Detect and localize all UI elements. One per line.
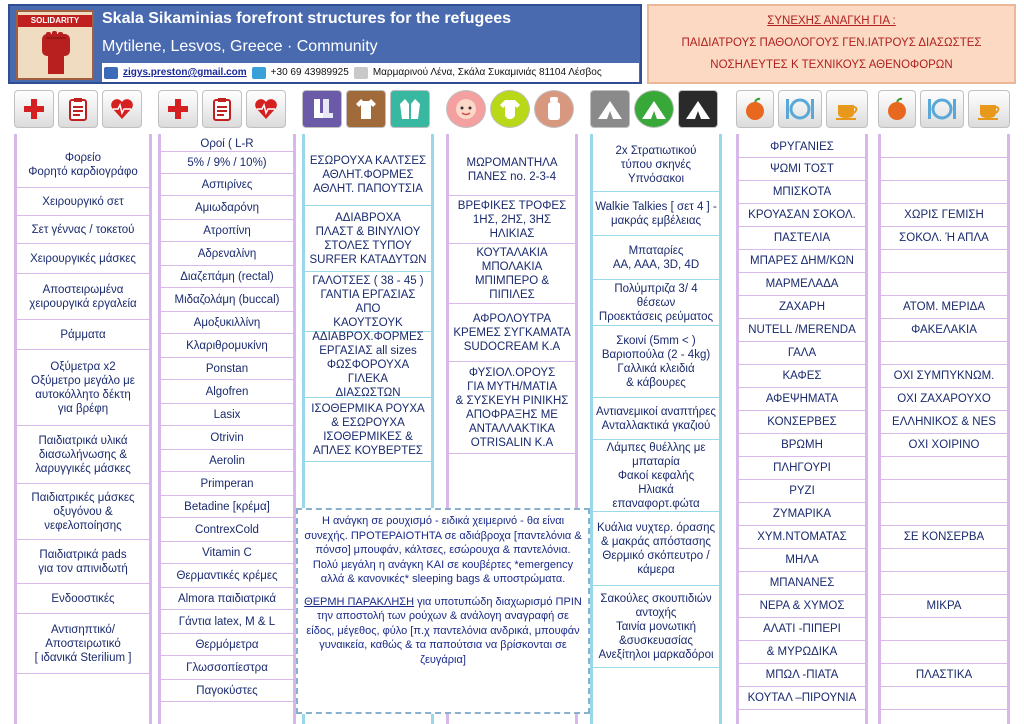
- need-line-3: ΝΟΣΗΛΕΥΤΕΣ Κ ΤΕΧΝΙΚΟΥΣ ΑΘΕΝΟΦΟΡΩΝ: [710, 59, 953, 71]
- solidarity-logo: [16, 10, 94, 80]
- header-banner: [8, 4, 642, 84]
- list-item: [881, 503, 1007, 526]
- list-item: Primperan: [161, 472, 293, 496]
- list-item: ΚΟΥΤΑΛΑΚΙΑ ΜΠΟΛΑΚΙΑ ΜΠΙΜΠΕΡΟ & ΠΙΠΙΛΕΣ: [449, 244, 575, 304]
- list-item: [881, 273, 1007, 296]
- list-item: ΦΡΥΓΑΝΙΕΣ: [739, 136, 865, 158]
- list-item: ΡΥΖΙ: [739, 480, 865, 503]
- list-item: Θερμαντικές κρέμες: [161, 564, 293, 588]
- list-item: Διαζεπάμη (rectal): [161, 266, 293, 288]
- list-item: Κλαριθρομυκίνη: [161, 334, 293, 358]
- list-item: Aerolin: [161, 450, 293, 472]
- note-urgent-label: ΘΕΡΜΗ ΠΑΡΑΚΛΗΣΗ: [304, 595, 415, 608]
- onesie-icon: [490, 90, 530, 128]
- list-item: & ΜΥΡΩΔΙΚΑ: [739, 641, 865, 664]
- email-icon: [104, 67, 118, 79]
- tent-icon: [590, 90, 630, 128]
- page-subtitle: Mytilene, Lesvos, Greece · Community: [102, 38, 378, 55]
- cutlery-icon: [920, 90, 964, 128]
- list-item: ΑΔΙΑΒΡΟΧ.ΦΟΡΜΕΣ ΕΡΓΑΣΙΑΣ all sizes ΦΩΣΦΟΡΟΥΧΑ ΓΙΛΕΚΑ ΔΙΑΣΩΣΤΩΝ: [305, 332, 431, 398]
- continuous-need-box: [647, 4, 1016, 84]
- list-item: Παιδιατρικές μάσκες οξυγόνου & νεφελοποίησης: [17, 484, 149, 540]
- list-item: Γλωσσοπίεστρα: [161, 656, 293, 680]
- food-icon-bar: [736, 90, 868, 130]
- list-item: Almora παιδιατρικά: [161, 588, 293, 610]
- list-item: ΖΥΜΑΡΙΚΑ: [739, 503, 865, 526]
- note-paragraph-2-text: για υποτυπώδη διαχωρισμό ΠΡΙΝ την αποστολή των ρούχων & ανάλογη αναγραφή σε είδος, μέγεθος, φύλο [π.χ παντελόνια ανδρικά, μπουφάν γυναικεία, καθώς & τα παπούτσια να βρίσκονται σε ζευγάρια]: [306, 595, 582, 666]
- coffee-cup-icon: [826, 90, 868, 128]
- list-item: ΚΟΥΤΑΛ –ΠΙΡΟΥΝΙΑ: [739, 687, 865, 710]
- list-item: [881, 181, 1007, 204]
- camping-equipment-list: [590, 134, 722, 724]
- list-item: ΝΕΡΑ & ΧΥΜΟΣ: [739, 595, 865, 618]
- list-item: ΦΥΣΙΟΛ.ΟΡΟΥΣ ΓΙΑ ΜΥΤΗ/ΜΑΤΙΑ & ΣΥΣΚΕΥΗ ΡΙΝΙΚΗΣ ΑΠΟΦΡΑΞΗΣ ΜΕ ΑΝΤΑΛΛΑΚΤΙΚΑ OTRISALIN Κ.Α: [449, 362, 575, 454]
- list-item: ΑΦΕΨΗΜΑΤΑ: [739, 388, 865, 411]
- phone-number: +30 69 43989925: [270, 67, 349, 78]
- list-item: Σετ γέννας / τοκετού: [17, 216, 149, 244]
- list-item: [881, 136, 1007, 158]
- tent-icon: [634, 90, 674, 128]
- list-item: ΒΡΩΜΗ: [739, 434, 865, 457]
- list-item: Ενδοοστικές: [17, 584, 149, 614]
- list-item: ΕΣΩΡΟΥΧΑ ΚΑΛΤΣΕΣ ΑΘΛΗΤ.ΦΟΡΜΕΣ ΑΘΛΗΤ. ΠΑΠΟΥΤΣΙΑ: [305, 144, 431, 206]
- clothing-note-box: [296, 508, 590, 714]
- email-link[interactable]: zigys.preston@gmail.com: [123, 67, 247, 78]
- list-item: Αμιωδαρόνη: [161, 196, 293, 220]
- column-medicines: [158, 90, 296, 724]
- list-item: Ponstan: [161, 358, 293, 380]
- list-item: Σκοινί (5mm < ) Βαριοπούλα (2 - 4kg) Γαλλικά κλειδιά & κάβουρες: [593, 326, 719, 398]
- column-medical-equipment: [14, 90, 152, 724]
- list-item: ΚΡΟΥΑΣΑΝ ΣΟΚΟΛ.: [739, 204, 865, 227]
- list-item: [881, 342, 1007, 365]
- list-item: Αμοξυκιλλίνη: [161, 312, 293, 334]
- list-item: ΚΟΝΣΕΡΒΕΣ: [739, 411, 865, 434]
- list-item: Ατροπίνη: [161, 220, 293, 242]
- list-item: Vitamin C: [161, 542, 293, 564]
- list-item: ContrexCold: [161, 518, 293, 542]
- list-item: [881, 158, 1007, 181]
- list-item: Μιδαζολάμη (buccal): [161, 288, 293, 312]
- medical-icon-bar: [14, 90, 142, 130]
- list-item: [881, 618, 1007, 641]
- tent-icon: [678, 90, 718, 128]
- list-item: ΜΩΡΟΜΑΝΤΗΛΑ ΠΑΝΕΣ no. 2-3-4: [449, 144, 575, 196]
- list-item: ΠΛΑΣΤΙΚΑ: [881, 664, 1007, 687]
- list-item: Algofren: [161, 380, 293, 404]
- medical-equipment-list: [14, 134, 152, 724]
- list-item: ΜΠΑΝΑΝΕΣ: [739, 572, 865, 595]
- list-item: Παιδιατρικά pads για τον απινιδωτή: [17, 540, 149, 584]
- list-item: ΜΠΙΣΚΟΤΑ: [739, 181, 865, 204]
- list-item: ΣΟΚΟΛ. Ή ΑΠΛΑ: [881, 227, 1007, 250]
- list-item: Αδρεναλίνη: [161, 242, 293, 266]
- list-item: Θερμόμετρα: [161, 634, 293, 656]
- column-food: [736, 90, 868, 724]
- boots-icon: [302, 90, 342, 128]
- list-item: ΠΑΣΤΕΛΙΑ: [739, 227, 865, 250]
- red-cross-icon: [158, 90, 198, 128]
- shirt-icon: [346, 90, 386, 128]
- note-paragraph-1: Η ανάγκη σε ρουχισμό - ειδικά χειμερινό - θα είναι συνεχής. ΠΡΟΤΕΡΑΙΟΤΗΤΑ σε αδιάβροχα [παντελόνια & πόνσο] μπουφάν, κάλτσες, εσώρουχα & παντελόνια. Πολύ μεγάλη η ανάγκη ΚΑΙ σε κουβέρτες *emergency αλλά & κανονικές* sleeping bags & υποστρώματα.: [304, 515, 582, 585]
- food-list: [736, 134, 868, 724]
- logo-text: SOLIDARITY: [18, 15, 92, 27]
- baby-icon-bar: [446, 90, 574, 130]
- cutlery-icon: [778, 90, 822, 128]
- list-item: Αντισηπτικό/ Αποστειρωτικό [ ιδανικά Sterilium ]: [17, 614, 149, 674]
- list-item: Οροί ( L-R: [161, 136, 293, 152]
- camping-icon-bar: [590, 90, 718, 130]
- list-item: ΓΑΛΟΤΣΕΣ ( 38 - 45 ) ΓΑΝΤΙΑ ΕΡΓΑΣΙΑΣ ΑΠΟ ΚΑΟΥΤΣΟΥΚ: [305, 272, 431, 332]
- list-item: ΨΩΜΙ ΤΟΣΤ: [739, 158, 865, 181]
- list-item: ΙΣΟΘΕΡΜΙΚΑ ΡΟΥΧΑ & ΕΣΩΡΟΥΧΑ ΙΣΟΘΕΡΜΙΚΕΣ & ΑΠΛΕΣ ΚΟΥΒΕΡΤΕΣ: [305, 398, 431, 462]
- list-item: ΒΡΕΦΙΚΕΣ ΤΡΟΦΕΣ 1ΗΣ, 2ΗΣ, 3ΗΣ ΗΛΙΚΙΑΣ: [449, 196, 575, 244]
- list-item: [881, 480, 1007, 503]
- list-item: [881, 641, 1007, 664]
- list-item: ΜΠΩΛ -ΠΙΑΤΑ: [739, 664, 865, 687]
- list-item: NUTELL /MERENDA: [739, 319, 865, 342]
- list-item: Σακούλες σκουπιδιών αντοχής Ταινία μονωτική &συσκευασίας Ανεξίτηλοι μαρκαδόροι: [593, 586, 719, 668]
- list-item: ΟΧΙ ΧΟΙΡΙΝΟ: [881, 434, 1007, 457]
- list-item: Αποστειρωμένα χειρουργικά εργαλεία: [17, 274, 149, 320]
- list-item: ΕΛΛΗΝΙΚΟΣ & NES: [881, 411, 1007, 434]
- baby-bottle-icon: [534, 90, 574, 128]
- clipboard-icon: [202, 90, 242, 128]
- list-item: [881, 457, 1007, 480]
- list-item: ΟΧΙ ΖΑΧΑΡΟΥΧΟ: [881, 388, 1007, 411]
- list-item: Αντιανεμικοί αναπτήρες Ανταλλακτικά γκαζιού: [593, 398, 719, 440]
- list-item: Betadine [κρέμα]: [161, 496, 293, 518]
- list-item: ΖΑΧΑΡΗ: [739, 296, 865, 319]
- list-item: ΜΠΑΡΕΣ ΔΗΜ/ΚΩΝ: [739, 250, 865, 273]
- address: Μαρμαρινού Λένα, Σκάλα Συκαμινιάς 81104 Λέσβος: [372, 67, 602, 78]
- page-title: Skala Sikaminias forefront structures for the refugees: [102, 10, 512, 27]
- list-item: ΓΑΛΑ: [739, 342, 865, 365]
- column-camping-equipment: [590, 90, 722, 724]
- list-item: Χειρουργικό σετ: [17, 188, 149, 216]
- list-item: 2x Στρατιωτικού τύπου σκηνές Υπνόσακοι: [593, 138, 719, 192]
- list-item: Μπαταρίες AA, AAA, 3D, 4D: [593, 236, 719, 280]
- list-item: Χειρουργικές μάσκες: [17, 244, 149, 274]
- list-item: [881, 549, 1007, 572]
- list-item: Παγοκύστες: [161, 680, 293, 702]
- list-item: ΑΔΙΑΒΡΟΧΑ ΠΛΑΣΤ & ΒΙΝΥΛΙΟΥ ΣΤΟΛΕΣ ΤΥΠΟΥ SURFER ΚΑΤΑΔΥΤΩΝ: [305, 206, 431, 272]
- list-item: Otrivin: [161, 426, 293, 450]
- list-item: ΜΑΡΜΕΛΑΔΑ: [739, 273, 865, 296]
- food-notes-list: [878, 134, 1010, 724]
- list-item: Οξύμετρα x2 Οξύμετρο μεγάλο με αυτοκόλλητο δέκτη για βρέφη: [17, 350, 149, 426]
- location-icon: [354, 67, 368, 79]
- list-item: Πολύμπριζα 3/ 4 θέσεων Προεκτάσεις ρεύματος: [593, 280, 719, 326]
- need-heading: ΣΥΝΕΧΗΣ ΑΝΑΓΚΗ ΓΙΑ :: [767, 15, 896, 27]
- apple-icon: [736, 90, 774, 128]
- clothing-icon-bar: [302, 90, 430, 130]
- list-item: Φορείο Φορητό καρδιογράφο: [17, 142, 149, 188]
- list-item: Ράμματα: [17, 320, 149, 350]
- raised-fist-icon: [32, 30, 80, 76]
- list-item: ΜΙΚΡΑ: [881, 595, 1007, 618]
- heart-monitor-icon: [102, 90, 142, 128]
- list-item: [881, 572, 1007, 595]
- clipboard-icon: [58, 90, 98, 128]
- list-item: ΣΕ ΚΟΝΣΕΡΒΑ: [881, 526, 1007, 549]
- list-item: ΧΥΜ.ΝΤΟΜΑΤΑΣ: [739, 526, 865, 549]
- list-item: 5% / 9% / 10%): [161, 152, 293, 174]
- heart-monitor-icon: [246, 90, 286, 128]
- list-item: ΑΤΟΜ. ΜΕΡΙΔΑ: [881, 296, 1007, 319]
- list-item: Walkie Talkies [ σετ 4 ] - μακράς εμβέλειας: [593, 192, 719, 236]
- list-item: Παιδιατρικά υλικά διασωλήνωσης & λαρυγγικές μάσκες: [17, 426, 149, 484]
- column-food-notes: [878, 90, 1010, 724]
- list-item: Lasix: [161, 404, 293, 426]
- list-item: [881, 250, 1007, 273]
- need-line-2: ΠΑΙΔΙΑΤΡΟΥΣ ΠΑΘΟΛΟΓΟΥΣ ΓΕΝ.ΙΑΤΡΟΥΣ ΔΙΑΣΩΣΤΕΣ: [681, 37, 982, 49]
- list-item: Γάντια latex, M & L: [161, 610, 293, 634]
- food-notes-icon-bar: [878, 90, 1010, 130]
- apple-icon: [878, 90, 916, 128]
- red-cross-icon: [14, 90, 54, 128]
- list-item: ΑΛΑΤΙ -ΠΙΠΕΡΙ: [739, 618, 865, 641]
- phone-icon: [252, 67, 266, 79]
- medicines-list: [158, 134, 296, 724]
- list-item: Κυάλια νυχτερ. όρασης & μακράς απόστασης Θερμικό σκόπευτρο / κάμερα: [593, 512, 719, 586]
- list-item: ΑΦΡΟΛΟΥΤΡΑ ΚΡΕΜΕΣ ΣΥΓΚΑΜΑΤΑ SUDOCREAM Κ.Α: [449, 304, 575, 362]
- baby-face-icon: [446, 90, 486, 128]
- medicine-icon-bar: [158, 90, 286, 130]
- list-item: Λάμπες θυέλλης με μπαταρία Φακοί κεφαλής Ηλιακά επαναφορτ.φώτα: [593, 440, 719, 512]
- list-item: [881, 687, 1007, 710]
- jacket-icon: [390, 90, 430, 128]
- list-item: Ασπιρίνες: [161, 174, 293, 196]
- list-item: ΧΩΡΙΣ ΓΕΜΙΣΗ: [881, 204, 1007, 227]
- list-item: ΦΑΚΕΛΑΚΙΑ: [881, 319, 1007, 342]
- list-item: ΠΛΗΓΟΥΡΙ: [739, 457, 865, 480]
- list-item: ΚΑΦΕΣ: [739, 365, 865, 388]
- list-item: ΜΗΛΑ: [739, 549, 865, 572]
- note-paragraph-2: [303, 595, 583, 668]
- coffee-cup-icon: [968, 90, 1010, 128]
- contact-bar: [102, 63, 639, 82]
- list-item: ΟΧΙ ΣΥΜΠΥΚΝΩΜ.: [881, 365, 1007, 388]
